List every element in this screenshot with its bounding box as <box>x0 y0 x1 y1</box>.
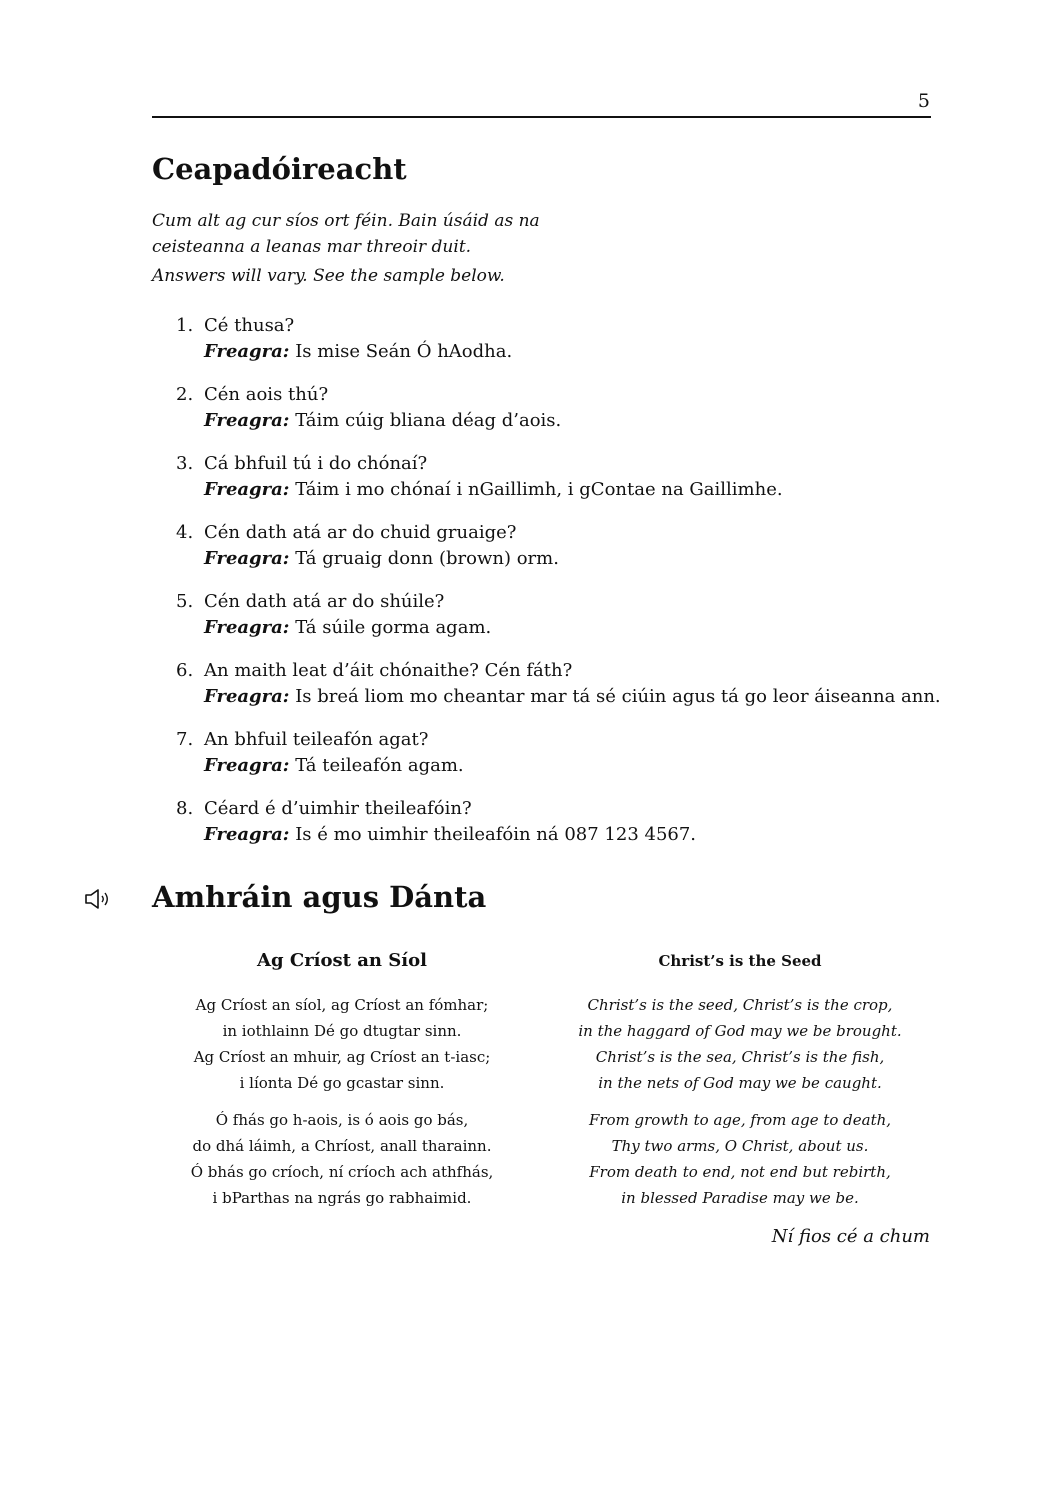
attribution: Ní fios cé a chum <box>771 1226 930 1247</box>
answer-text: Is mise Seán Ó hAodha. <box>295 341 513 362</box>
answer-text: Is breá liom mo cheantar mar tá sé ciúin agus tá go leor áiseanna ann. <box>295 686 941 707</box>
poem-line: From death to end, not end but rebirth, <box>589 1163 891 1181</box>
answer-label: Freagra: <box>204 824 290 845</box>
header-rule <box>152 116 931 118</box>
section-title-ceapadoireacht: Ceapadóireacht <box>152 152 407 186</box>
answer-line <box>204 753 464 779</box>
question-text: Céard é d’uimhir theileafóin? <box>204 798 472 819</box>
poem-line: in the haggard of God may we be brought. <box>578 1022 902 1040</box>
poem-line: Ag Críost an síol, ag Críost an fómhar; <box>195 996 489 1014</box>
answer-line <box>204 615 491 641</box>
item-number: 6. <box>176 660 194 681</box>
answer-label: Freagra: <box>204 341 290 362</box>
poem-line: Christ’s is the sea, Christ’s is the fish, <box>595 1048 885 1066</box>
answer-text: Is é mo uimhir theileafóin ná 087 123 4567. <box>295 824 697 845</box>
poem-line: i líonta Dé go gcastar sinn. <box>239 1074 445 1092</box>
question-text: An maith leat d’áit chónaithe? Cén fáth? <box>204 660 573 681</box>
poem-line: Thy two arms, O Christ, about us. <box>611 1137 869 1155</box>
stanza <box>152 1107 532 1211</box>
answer-line <box>204 546 559 572</box>
answer-label: Freagra: <box>204 755 290 776</box>
list-item <box>176 382 956 451</box>
item-number: 7. <box>176 729 194 750</box>
poem-line: i bParthas na ngrás go rabhaimid. <box>212 1189 472 1207</box>
answer-label: Freagra: <box>204 410 290 431</box>
answer-line <box>204 408 561 434</box>
poem-english <box>550 948 930 1211</box>
answer-line <box>204 684 941 710</box>
poem-irish <box>152 948 532 1211</box>
answer-label: Freagra: <box>204 617 290 638</box>
answer-label: Freagra: <box>204 479 290 500</box>
list-item <box>176 658 956 727</box>
list-item <box>176 451 956 520</box>
poem-line: From growth to age, from age to death, <box>588 1111 892 1129</box>
question-text: Cén dath atá ar do chuid gruaige? <box>204 522 517 543</box>
item-number: 2. <box>176 384 194 405</box>
item-number: 3. <box>176 453 194 474</box>
question-text: Cén dath atá ar do shúile? <box>204 591 445 612</box>
poem-title: Ag Críost an Síol <box>257 950 427 971</box>
stanza <box>550 1107 930 1211</box>
answers-note: Answers will vary. See the sample below. <box>152 266 505 286</box>
answer-text: Táim i mo chónaí i nGaillimh, i gContae na Gaillimhe. <box>295 479 783 500</box>
list-item <box>176 589 956 658</box>
poem-title: Christ’s is the Seed <box>658 952 822 970</box>
answer-label: Freagra: <box>204 548 290 569</box>
question-text: Cén aois thú? <box>204 384 329 405</box>
list-item <box>176 796 956 865</box>
list-item <box>176 313 956 382</box>
answer-line <box>204 477 783 503</box>
answer-text: Tá gruaig donn (brown) orm. <box>295 548 559 569</box>
answer-label: Freagra: <box>204 686 290 707</box>
poem-line: in iothlainn Dé go dtugtar sinn. <box>222 1022 462 1040</box>
answer-line <box>204 822 696 848</box>
poem-line: do dhá láimh, a Chríost, anall tharainn. <box>192 1137 492 1155</box>
section-title-amhrain-agus-danta: Amhráin agus Dánta <box>152 880 487 914</box>
item-number: 5. <box>176 591 194 612</box>
list-item <box>176 520 956 589</box>
poem-line: Ó fhás go h-aois, is ó aois go bás, <box>215 1111 469 1129</box>
answer-text: Táim cúig bliana déag d’aois. <box>295 410 562 431</box>
question-list <box>176 313 956 865</box>
answer-text: Tá súile gorma agam. <box>295 617 492 638</box>
item-number: 1. <box>176 315 194 336</box>
stanza <box>152 992 532 1096</box>
poem-line: in the nets of God may we be caught. <box>598 1074 882 1092</box>
question-text: Cé thusa? <box>204 315 295 336</box>
item-number: 8. <box>176 798 194 819</box>
instructions: Cum alt ag cur síos ort féin. Bain úsáid as na ceisteanna a leanas mar threoir duit. <box>152 211 540 257</box>
page-number: 5 <box>917 90 930 112</box>
item-number: 4. <box>176 522 194 543</box>
question-text: Cá bhfuil tú i do chónaí? <box>204 453 428 474</box>
poem-line: in blessed Paradise may we be. <box>621 1189 859 1207</box>
speaker-icon[interactable] <box>84 887 114 911</box>
answer-line <box>204 339 512 365</box>
answer-text: Tá teileafón agam. <box>295 755 464 776</box>
question-text: An bhfuil teileafón agat? <box>204 729 429 750</box>
poem-line: Ó bhás go críoch, ní críoch ach athfhás, <box>190 1163 494 1181</box>
stanza <box>550 992 930 1096</box>
poem-line: Ag Críost an mhuir, ag Críost an t-iasc; <box>193 1048 491 1066</box>
list-item <box>176 727 956 796</box>
poem-line: Christ’s is the seed, Christ’s is the crop, <box>587 996 893 1014</box>
